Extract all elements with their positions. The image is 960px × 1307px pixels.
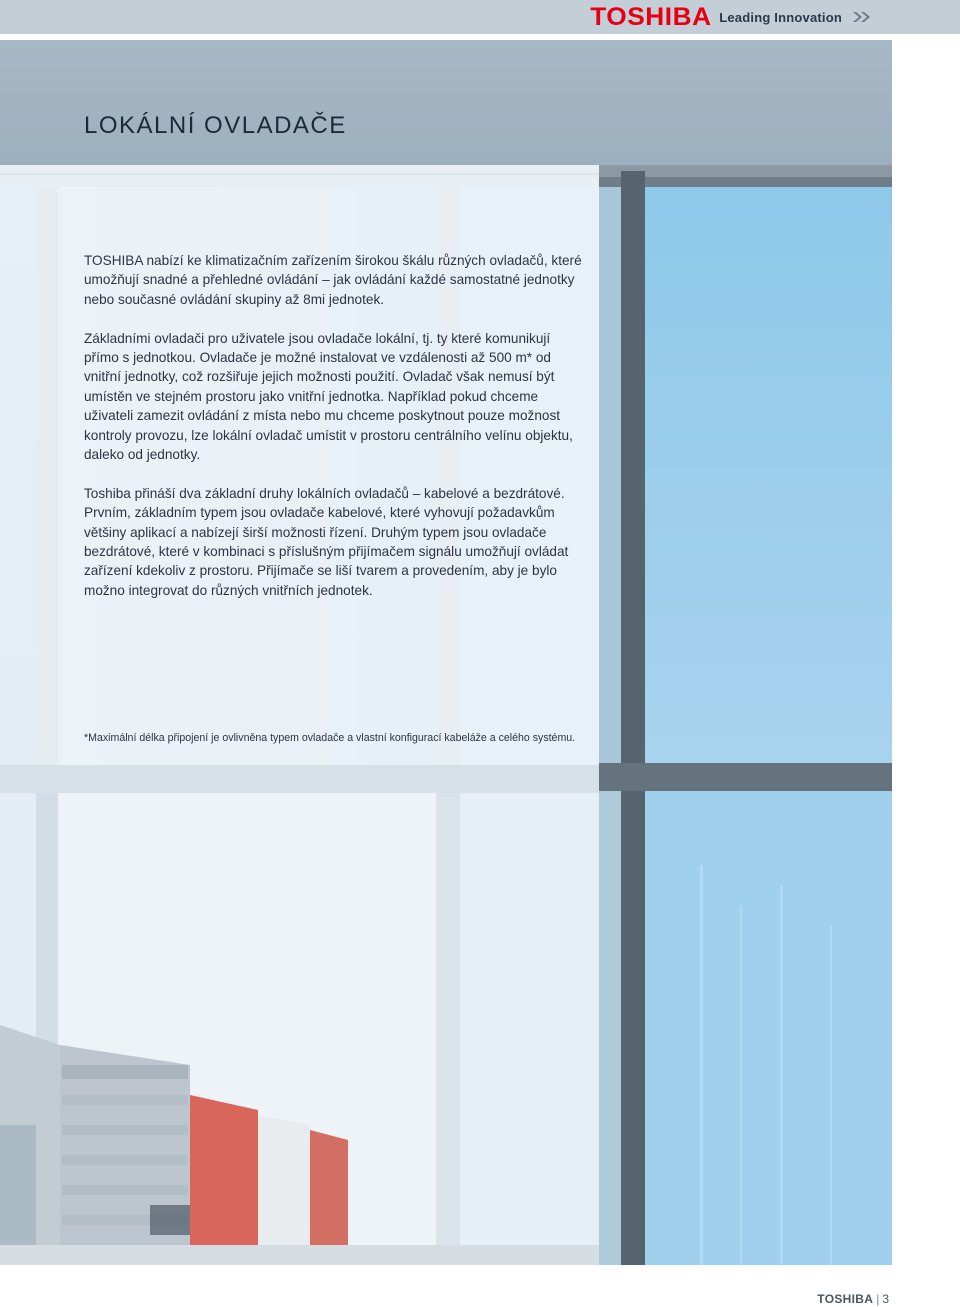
footnote: *Maximální délka připojení je ovlivněna typem ovladače a vlastní konfigurací kabeláže a celého systému. [84, 732, 576, 744]
brand-tagline: Leading Innovation [719, 9, 842, 25]
brand-header [589, 0, 874, 34]
title-band [0, 40, 892, 165]
double-chevron-right-icon [852, 11, 874, 23]
toshiba-logo: TOSHIBA [589, 2, 712, 31]
paragraph-controller-types: Toshiba přináší dva základní druhy lokálních ovladačů – kabelové a bezdrátové. Prvním, základním typem jsou ovladače kabelové, které vyhovují požadavkům většiny aplikací a nabízejí širší možnosti řízení. Druhým typem jsou ovladače bezdrátové, které v kombinaci s příslušným přijímačem signálu umožňují ovládat zařízení kdekoliv z prostoru. Přijímače se liší tvarem a provedením, aby je bylo možno integrovat do různých vnitřních jednotek. [84, 485, 569, 598]
footer-separator: | [876, 1292, 880, 1306]
body-text [84, 251, 584, 620]
page-title: LOKÁLNÍ OVLADAČE [84, 112, 347, 139]
paragraph-local-controllers: Základními ovladači pro uživatele jsou ovladače lokální, tj. ty které komunikují přímo s jednotkou. Ovladače je možné instalovat ve vzdálenosti až 500 m* od vnitřní jednotky, což rozšiřuje jejich možnosti použití. Ovladač však nemusí být umístěn ve stejném prostoru jako vnitřní jednotka. Například pokud chceme uživateli zamezit ovládání z místa nebo mu chceme poskytnout pouze možnost kontroly provozu, lze lokální ovladač umístit v prostoru centrálního velínu objektu, daleko od jednotky. [84, 330, 573, 463]
paragraph-intro: TOSHIBA nabízí ke klimatizačním zařízením širokou škálu různých ovladačů, které umožňují snadné a přehledné ovládání – jak ovládání každé samostatné jednotky nebo současné ovládání skupiny až 8mi jednotek. [84, 253, 582, 307]
footer-brand: TOSHIBA [817, 1292, 874, 1306]
page-footer [817, 1292, 889, 1306]
page-number: 3 [882, 1292, 889, 1306]
